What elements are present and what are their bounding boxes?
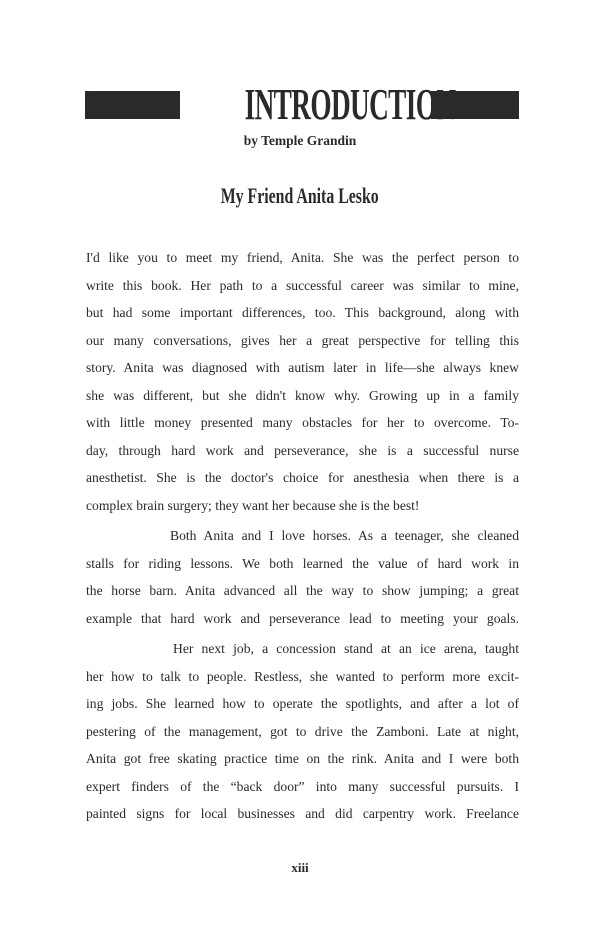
text-line: anesthetist. She is the doctor's choice for anesthesia when there is a <box>86 470 519 485</box>
text-line: complex brain surgery; they want her because she is the best! <box>86 497 420 513</box>
title-bar-left <box>85 91 180 119</box>
text-line: write this book. Her path to a successful career was similar to mine, <box>86 277 519 293</box>
text-line: she was different, but she didn't know why. Growing up in a family <box>86 387 519 403</box>
text-line: ing jobs. She learned how to operate the spotlights, and after a lot of <box>86 696 519 711</box>
text-line: Anita got free skating practice time on the rink. Anita and I were both <box>86 751 519 766</box>
page-number: xiii <box>291 860 309 875</box>
text-line: her how to talk to people. Restless, she wanted to perform more excit- <box>86 668 519 684</box>
body-text <box>86 244 519 828</box>
text-line: I'd like you to meet my friend, Anita. She was the perfect person to <box>86 250 519 265</box>
text-line: day, through hard work and perseverance, she is a successful nurse <box>86 442 519 458</box>
text-line: our many conversations, gives her a great perspective for telling this <box>86 332 519 348</box>
text-line: Her next job, a concession stand at an ice arena, taught <box>173 641 519 656</box>
text-line: but had some important differences, too. This background, along with <box>86 305 519 320</box>
text-line: pestering of the management, got to drive the Zamboni. Late at night, <box>86 723 519 739</box>
text-line: with little money presented many obstacles for her to overcome. To- <box>86 415 519 430</box>
chapter-title: INTRODUCTION <box>244 80 456 129</box>
section-heading: My Friend Anita Lesko <box>221 183 379 208</box>
text-line: story. Anita was diagnosed with autism later in life—she always knew <box>86 360 519 375</box>
text-line: painted signs for local businesses and did carpentry work. Freelance <box>86 806 519 821</box>
text-line: Both Anita and I love horses. As a teenager, she cleaned <box>170 528 519 543</box>
text-line: the horse barn. Anita advanced all the way to show jumping; a great <box>86 583 519 598</box>
text-line: example that hard work and perseverance lead to meeting your goals. <box>86 610 519 626</box>
text-line: stalls for riding lessons. We both learned the value of hard work in <box>86 555 519 571</box>
byline: by Temple Grandin <box>243 133 357 148</box>
text-line: expert finders of the “back door” into many successful pursuits. I <box>86 778 519 794</box>
